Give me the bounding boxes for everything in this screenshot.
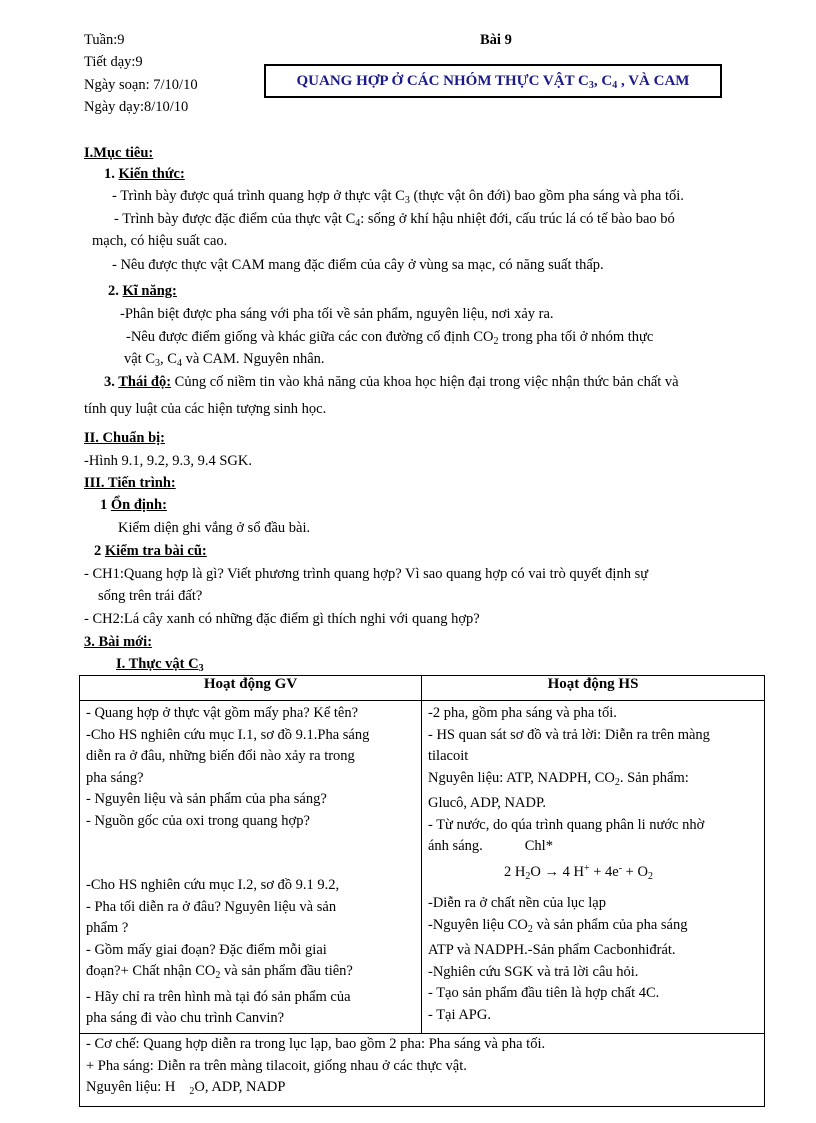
gv-line: - Pha tối diễn ra ở đâu? Nguyên liệu và sản bbox=[86, 898, 337, 915]
skills-line-3: vật $C_3$, $C_4$ và CAM. Nguyên nhân. bbox=[124, 351, 325, 369]
gv-line: pha sáng? bbox=[86, 769, 144, 786]
review-question-1-cont: sống trên trái đất? bbox=[98, 588, 203, 604]
knowledge-line-3: - Nêu được thực vật CAM mang đặc điểm của cây ở vùng sa mạc, có năng suất thấp. bbox=[112, 257, 604, 273]
section-preparation-heading: II. Chuẩn bị: bbox=[84, 430, 165, 446]
skills-line-1: -Phân biệt được pha sáng với pha tối về sản phẩm, nguyên liệu, nơi xảy ra. bbox=[120, 306, 554, 322]
hs-line: - Tại APG. bbox=[428, 1006, 491, 1023]
hs-line: -2 pha, gồm pha sáng và pha tối. bbox=[428, 705, 617, 721]
hs-line: -Diễn ra ở chất nền của lục lạp bbox=[428, 895, 606, 911]
gv-line: phẩm ? bbox=[86, 920, 129, 936]
summary-cell bbox=[80, 1034, 765, 1107]
prep-date: Ngày soạn: 7/10/10 bbox=[84, 77, 198, 93]
table-row bbox=[80, 701, 765, 1034]
gv-line: pha sáng đi vào chu trình Canvin? bbox=[86, 1010, 285, 1026]
attitude-line-2: tính quy luật của các hiện tượng sinh học. bbox=[84, 401, 327, 417]
summary-line: Nguyên liệu: H $_2$O, ADP, NADP bbox=[86, 1079, 286, 1097]
hs-line: Glucô, ADP, NADP. bbox=[428, 795, 547, 811]
gv-line: - Nguồn gốc của oxi trong quang hợp? bbox=[86, 812, 310, 829]
table-header-row bbox=[80, 676, 765, 701]
section-process-heading: III. Tiến trình: bbox=[84, 475, 176, 491]
knowledge-heading: 1. Kiến thức: bbox=[104, 166, 185, 182]
table-summary-row bbox=[80, 1034, 765, 1107]
hs-line: ánh sáng. Chl* bbox=[428, 838, 553, 854]
stabilize-heading: 1 Ổn định: bbox=[100, 497, 167, 513]
review-question-1: - CH1:Quang hợp là gì? Viết phương trình quang hợp? Vì sao quang hợp có vai trò quyết định sự bbox=[84, 566, 649, 582]
gv-line: - Hãy chỉ ra trên hình mà tại đó sản phẩm của bbox=[86, 988, 351, 1005]
stabilize-line: Kiểm diện ghi vắng ở sổ đầu bài. bbox=[118, 520, 311, 536]
review-heading: 2 Kiểm tra bài cũ: bbox=[94, 543, 207, 559]
hs-line: Nguyên liệu: ATP, NADPH, $CO_2$. Sản phẩm: bbox=[428, 769, 689, 788]
attitude-line-1: 3. Thái độ: Củng cố niềm tin vào khả năng của khoa học hiện đại trong việc nhận thức bản chất và bbox=[104, 374, 679, 390]
gv-line: -Cho HS nghiên cứu mục I.2, sơ đồ 9.1 9.2, bbox=[86, 877, 340, 893]
knowledge-line-1: - Trình bày được quá trình quang hợp ở thực vật $C_3$ (thực vật ôn đới) bao gồm pha sáng và pha tối. bbox=[112, 188, 684, 206]
hs-line: - HS quan sát sơ đồ và trả lời: Diễn ra trên màng bbox=[428, 726, 710, 743]
teach-date: Ngày dạy:8/10/10 bbox=[84, 99, 189, 115]
subsection-c3-heading: I. Thực vật $C_3$ bbox=[116, 656, 204, 674]
skills-heading: 2. Kĩ năng: bbox=[108, 283, 177, 299]
hs-line: -Nguyên liệu $CO_2$ và sản phẩm của pha sáng bbox=[428, 916, 688, 935]
hs-line: ATP và NADPH.-Sản phẩm Cacbonhiđrát. bbox=[428, 942, 676, 958]
preparation-line: -Hình 9.1, 9.2, 9.3, 9.4 SGK. bbox=[84, 453, 252, 469]
hs-line: - Tạo sản phẩm đầu tiên là hợp chất 4C. bbox=[428, 985, 660, 1001]
gv-line: - Nguyên liệu và sản phẩm của pha sáng? bbox=[86, 791, 327, 807]
gv-line: diễn ra ở đâu, những biến đổi nào xảy ra trong bbox=[86, 748, 355, 764]
activity-table bbox=[79, 675, 765, 1107]
new-lesson-heading: 3. Bài mới: bbox=[84, 634, 153, 650]
teacher-activity-cell bbox=[80, 701, 422, 1034]
period-label: Tiết dạy:9 bbox=[84, 54, 143, 70]
section-objectives-heading: I.Mục tiêu: bbox=[84, 145, 154, 161]
knowledge-line-2-cont: mạch, có hiệu suất cao. bbox=[92, 233, 228, 249]
student-activity-cell bbox=[422, 701, 765, 1034]
gv-line: -Cho HS nghiên cứu mục I.1, sơ đồ 9.1.Pha sáng bbox=[86, 726, 370, 743]
knowledge-line-2: - Trình bày được đặc điểm của thực vật $C_4$: sống ở khí hậu nhiệt đới, cấu trúc lá có tế bào bao bó bbox=[114, 211, 675, 229]
lesson-number: Bài 9 bbox=[480, 32, 512, 48]
lesson-title: QUANG HỢP Ở CÁC NHÓM THỰC VẬT $C_3$, $C_4$ , VÀ CAM bbox=[296, 73, 690, 91]
hs-line: - Từ nước, do qúa trình quang phân li nước nhờ bbox=[428, 816, 705, 833]
gv-line: - Quang hợp ở thực vật gồm mấy pha? Kể tên? bbox=[86, 705, 359, 721]
week-label: Tuần:9 bbox=[84, 32, 125, 48]
review-question-2: - CH2:Lá cây xanh có những đặc điểm gì thích nghi với quang hợp? bbox=[84, 611, 480, 627]
summary-line: - Cơ chế: Quang hợp diễn ra trong lục lạp, bao gồm 2 pha: Pha sáng và pha tối. bbox=[86, 1036, 546, 1052]
skills-line-2: -Nêu được điểm giống và khác giữa các con đường cố định $CO_2$ trong pha tối ở nhóm thực bbox=[126, 329, 654, 347]
gv-line: đoạn?+ Chất nhận $CO_2$ và sản phẩm đầu tiên? bbox=[86, 963, 353, 981]
col-header-teacher: Hoạt động GV bbox=[80, 676, 422, 701]
hs-line: -Nghiên cứu SGK và trả lời câu hỏi. bbox=[428, 963, 639, 980]
photolysis-equation: 2 $H_2O \to 4$ $H^+ + 4e^- + O_2$ bbox=[504, 862, 653, 882]
hs-line: tilacoit bbox=[428, 748, 469, 764]
summary-line: + Pha sáng: Diễn ra trên màng tilacoit, giống nhau ở các thực vật. bbox=[86, 1057, 467, 1074]
col-header-student: Hoạt động HS bbox=[422, 676, 765, 701]
lesson-title-box bbox=[264, 64, 722, 98]
gv-line: - Gồm mấy giai đoạn? Đặc điểm mỗi giai bbox=[86, 941, 327, 958]
